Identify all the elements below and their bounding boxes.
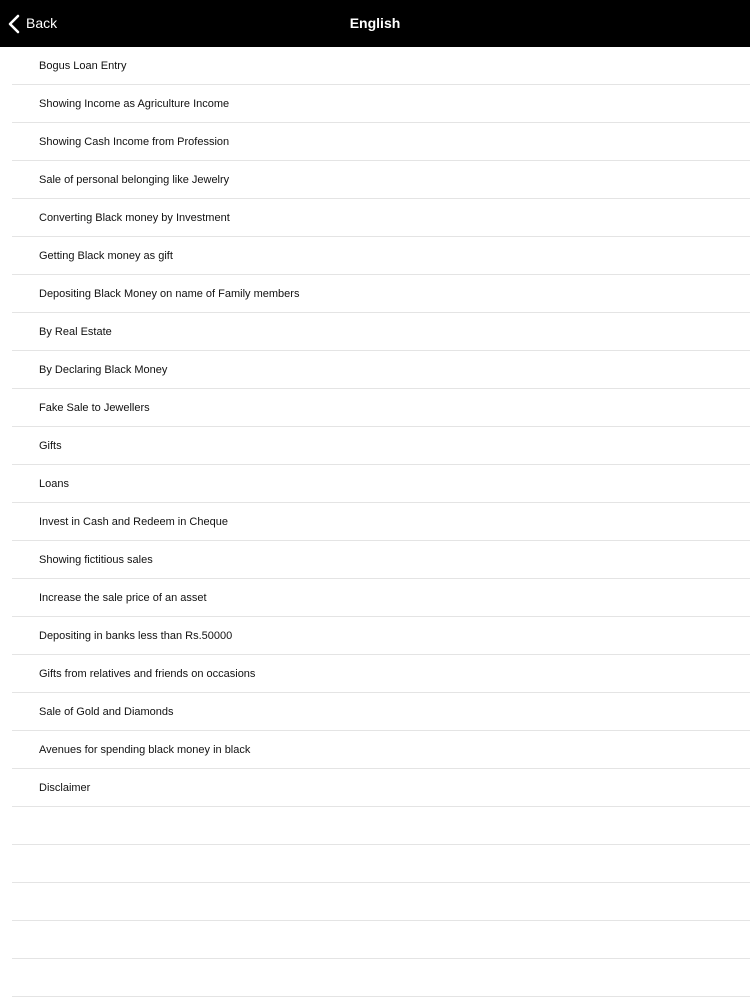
list-item-gifts[interactable] bbox=[0, 427, 750, 465]
back-label: Back bbox=[26, 15, 58, 31]
list-item-label: Getting Black money as gift bbox=[39, 250, 173, 262]
list-item-real-estate[interactable] bbox=[0, 313, 750, 351]
list-item-sale-gold-diamonds[interactable] bbox=[0, 693, 750, 731]
list-item-label: Bogus Loan Entry bbox=[39, 60, 127, 72]
list-item-black-money-as-gift[interactable] bbox=[0, 237, 750, 275]
list-item-label: Disclaimer bbox=[39, 782, 91, 794]
empty-row bbox=[0, 883, 750, 921]
list-item-cash-income-profession[interactable] bbox=[0, 123, 750, 161]
list-item-label: Gifts bbox=[39, 440, 62, 452]
list-item-label: Increase the sale price of an asset bbox=[39, 592, 207, 604]
list-item-avenues-spending[interactable] bbox=[0, 731, 750, 769]
list-item-gifts-relatives-friends[interactable] bbox=[0, 655, 750, 693]
chevron-left-icon bbox=[8, 14, 26, 34]
list-item-label: By Declaring Black Money bbox=[39, 364, 168, 376]
list-item-label: Sale of Gold and Diamonds bbox=[39, 706, 174, 718]
list-item-label: Avenues for spending black money in black bbox=[39, 744, 251, 756]
list-item-label: Showing Income as Agriculture Income bbox=[39, 98, 230, 110]
navigation-bar bbox=[0, 0, 750, 47]
back-button[interactable] bbox=[8, 0, 57, 47]
list-item-label: Fake Sale to Jewellers bbox=[39, 402, 150, 414]
list-item-loans[interactable] bbox=[0, 465, 750, 503]
list-item-label: By Real Estate bbox=[39, 326, 112, 338]
list-item-label: Depositing in banks less than Rs.50000 bbox=[39, 630, 233, 642]
list-item-declaring-black-money[interactable] bbox=[0, 351, 750, 389]
list-item-label: Depositing Black Money on name of Family members bbox=[39, 288, 300, 300]
list-item-increase-sale-price[interactable] bbox=[0, 579, 750, 617]
list-item-sale-of-personal-belonging[interactable] bbox=[0, 161, 750, 199]
empty-row bbox=[0, 845, 750, 883]
list-item-fake-sale-jewellers[interactable] bbox=[0, 389, 750, 427]
list-item-disclaimer[interactable] bbox=[0, 769, 750, 807]
page-title: English bbox=[349, 15, 401, 31]
list-item-fictitious-sales[interactable] bbox=[0, 541, 750, 579]
list-item-invest-cash-redeem-cheque[interactable] bbox=[0, 503, 750, 541]
list-item-label: Loans bbox=[39, 478, 69, 490]
list-item-depositing-in-banks[interactable] bbox=[0, 617, 750, 655]
empty-row bbox=[0, 921, 750, 959]
empty-row bbox=[0, 959, 750, 997]
list-item-label: Sale of personal belonging like Jewelry bbox=[39, 174, 230, 186]
list-item-label: Showing fictitious sales bbox=[39, 554, 153, 566]
list-item-label: Gifts from relatives and friends on occasions bbox=[39, 668, 256, 680]
list-item-agriculture-income[interactable] bbox=[0, 85, 750, 123]
list-item-converting-by-investment[interactable] bbox=[0, 199, 750, 237]
list-item-label: Converting Black money by Investment bbox=[39, 212, 230, 224]
topic-list bbox=[0, 47, 750, 997]
list-item-depositing-family-members[interactable] bbox=[0, 275, 750, 313]
list-item-label: Invest in Cash and Redeem in Cheque bbox=[39, 516, 228, 528]
list-item-bogus-loan-entry[interactable] bbox=[0, 47, 750, 85]
empty-row bbox=[0, 807, 750, 845]
list-item-label: Showing Cash Income from Profession bbox=[39, 136, 230, 148]
